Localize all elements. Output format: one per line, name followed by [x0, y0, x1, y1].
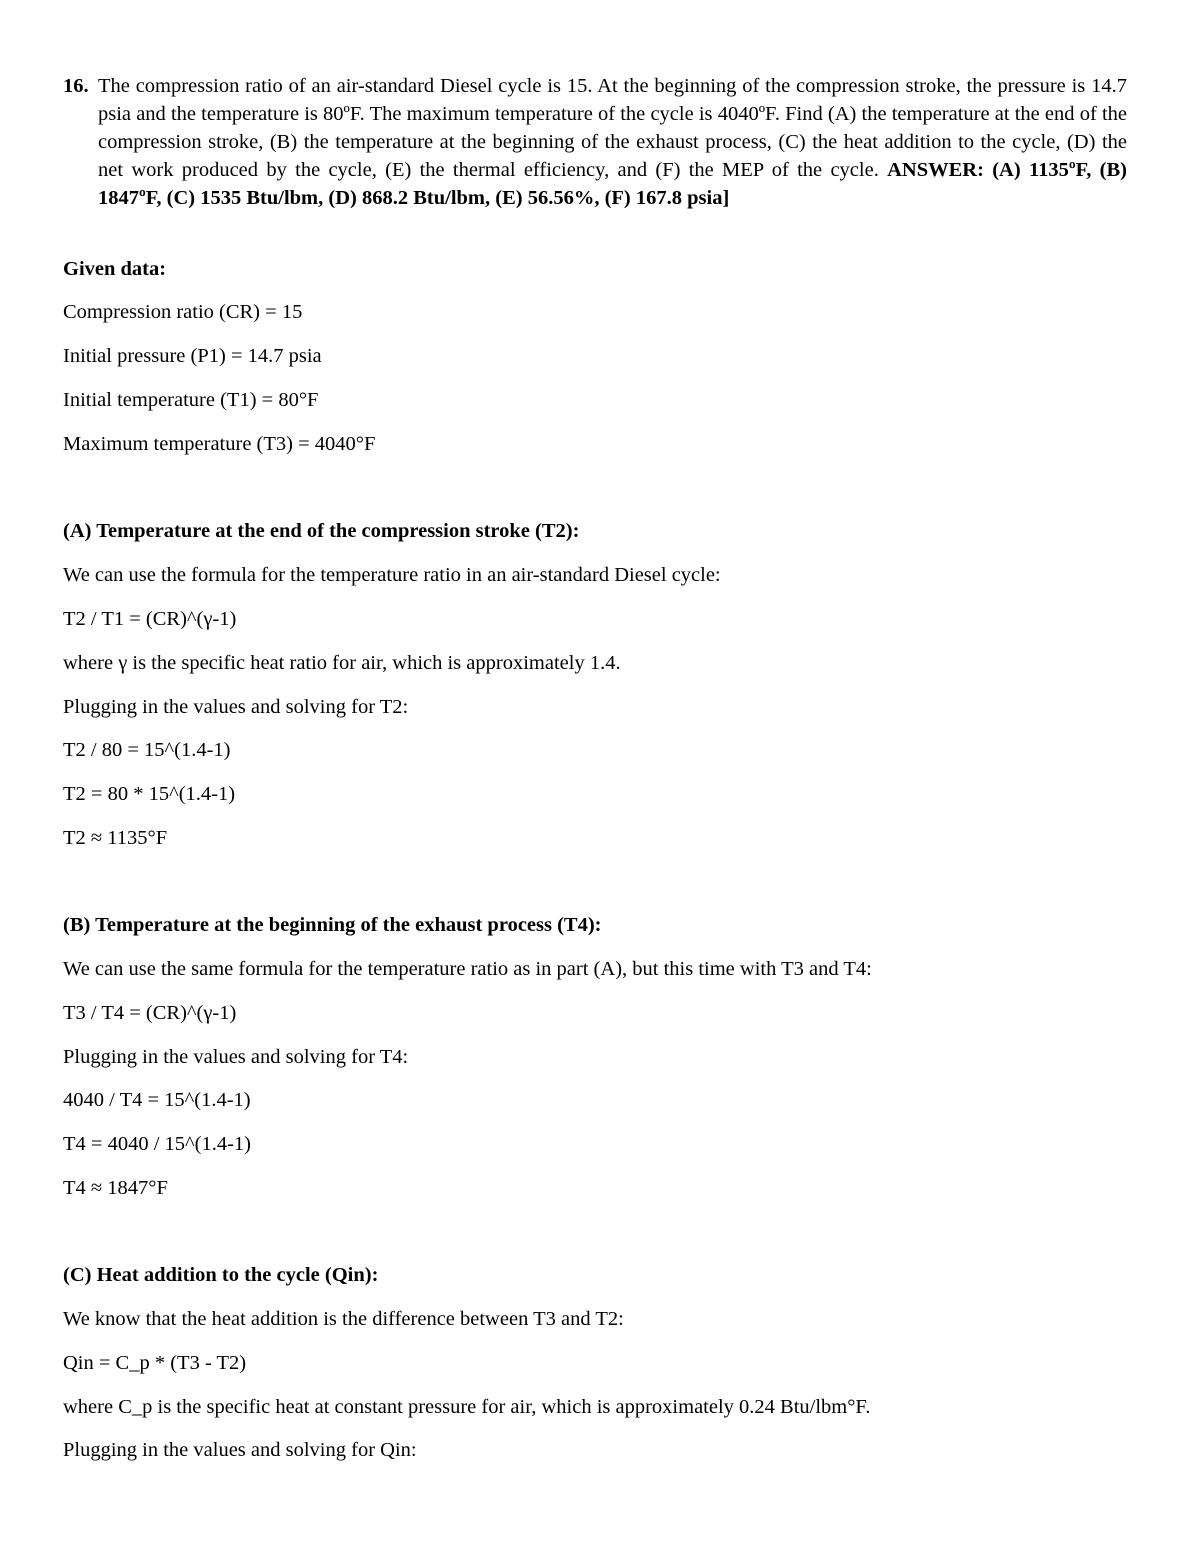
- part-b-line-3: Plugging in the values and solving for T4:: [63, 1046, 409, 1068]
- part-a-step-1: T2 / 80 = 15^(1.4-1): [63, 739, 231, 761]
- given-heading: Given data:: [63, 258, 167, 280]
- part-c-formula: Qin = C_p * (T3 - T2): [63, 1352, 247, 1374]
- given-compression-ratio: Compression ratio (CR) = 15: [63, 301, 303, 323]
- part-b-step-1: 4040 / T4 = 15^(1.4-1): [63, 1089, 251, 1111]
- problem-number: 16.: [63, 75, 89, 97]
- part-a-step-2: T2 = 80 * 15^(1.4-1): [63, 783, 236, 805]
- given-initial-pressure: Initial pressure (P1) = 14.7 psia: [63, 345, 322, 367]
- part-a-formula: T2 / T1 = (CR)^(γ-1): [63, 608, 237, 630]
- given-maximum-temperature: Maximum temperature (T3) = 4040°F: [63, 433, 376, 455]
- part-a-line-4: Plugging in the values and solving for T2:: [63, 696, 409, 718]
- part-a-heading: (A) Temperature at the end of the compression stroke (T2):: [63, 520, 580, 542]
- problem-statement: [63, 72, 1127, 212]
- part-b-step-2: T4 = 4040 / 15^(1.4-1): [63, 1133, 252, 1155]
- part-b-line-1: We can use the same formula for the temperature ratio as in part (A), but this time with T3 and T4:: [63, 958, 872, 980]
- part-b-formula: T3 / T4 = (CR)^(γ-1): [63, 1002, 237, 1024]
- given-initial-temperature: Initial temperature (T1) = 80°F: [63, 389, 319, 411]
- part-b-heading: (B) Temperature at the beginning of the exhaust process (T4):: [63, 914, 602, 936]
- part-c-heading: (C) Heat addition to the cycle (Qin):: [63, 1264, 379, 1286]
- part-b-result: T4 ≈ 1847°F: [63, 1177, 168, 1199]
- part-a-line-3: where γ is the specific heat ratio for air, which is approximately 1.4.: [63, 652, 621, 674]
- part-c-line-1: We know that the heat addition is the difference between T3 and T2:: [63, 1308, 624, 1330]
- part-a-result: T2 ≈ 1135°F: [63, 827, 168, 849]
- part-a-line-1: We can use the formula for the temperature ratio in an air-standard Diesel cycle:: [63, 564, 721, 586]
- part-c-line-4: Plugging in the values and solving for Qin:: [63, 1439, 417, 1461]
- problem-text: The compression ratio of an air-standard Diesel cycle is 15. At the beginning of the compression stroke, the pressure is 14.7 psia and the temperature is 80ºF. The maximum temperature of the cycle is 4040ºF. Find (A) the temperature at the end of the compression stroke, (B) the temperature at the beginning of the exhaust process, (C) the heat addition to the cycle, (D) the net work produced by the cycle, (E) the thermal efficiency, and (F) the MEP of the cycle.: [98, 75, 1127, 181]
- problem-answer: ANSWER: (A) 1135ºF, (B) 1847ºF, (C) 1535 Btu/lbm, (D) 868.2 Btu/lbm, (E) 56.56%, (F) 167.8 psia]: [98, 159, 1128, 209]
- part-c-line-3: where C_p is the specific heat at constant pressure for air, which is approximately 0.24 Btu/lbm°F.: [63, 1396, 871, 1418]
